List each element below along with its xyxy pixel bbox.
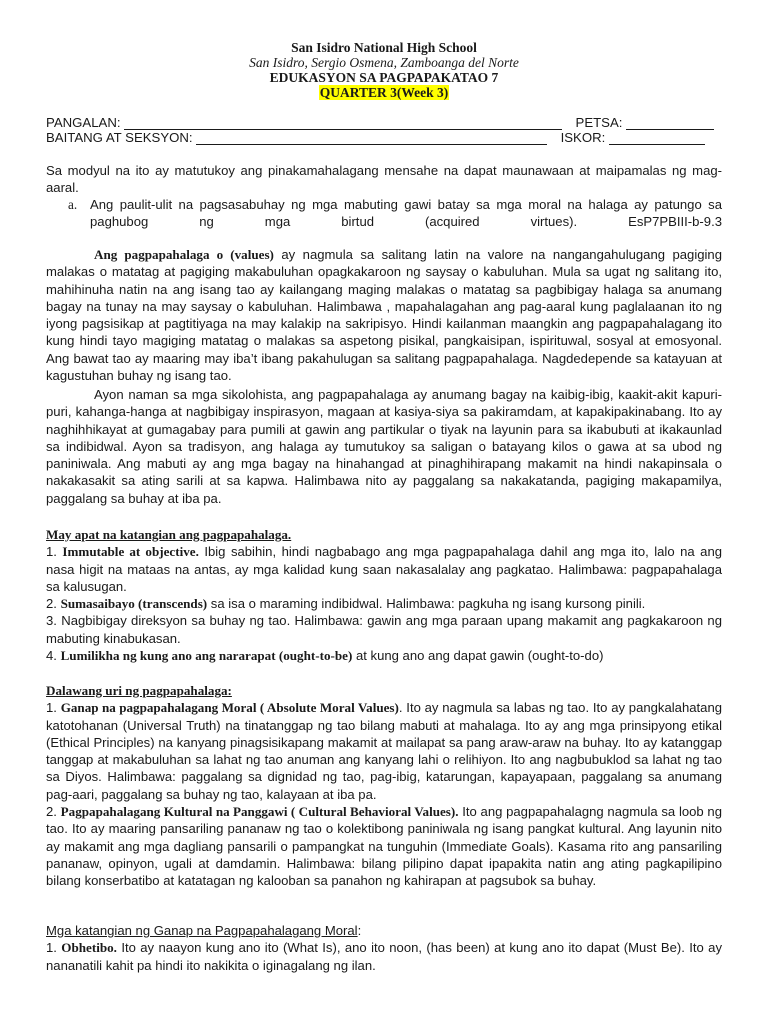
section-absolute-moral-characteristics — [46, 922, 722, 974]
list-item: 2. Sumasaibayo (transcends) sa isa o maraming indibidwal. Halimbawa: pagkuha ng isang kursong pinili. — [46, 596, 646, 612]
section-blank[interactable] — [196, 132, 547, 145]
name-label: PANGALAN: — [46, 115, 121, 130]
intro-item-line1: Ang paulit-ulit na pagsasabuhay ng mga mabuting gawi batay sa mga moral na halaga ay patungo sa — [90, 197, 722, 212]
list-item: 1. Ganap na pagpapahalagang Moral ( Absolute Moral Values). Ito ay nagmula sa labas ng tao. Ito ay pangkalahatang katotohanan (Universal Truth) na tinatanggap ng tao bilang mabuti at mahalaga. Ito ay ang mga prinsipyong etikal (Ethical Principles) na kanyang pinagsisikapang makamit at mailapat sa pang araw-araw na buhay. Ito ay katanggap tanggap at makabuluhan sa lahat ng tao anuman ang kanyang lahi o relihiyon. Ito ang nagbubuklod sa lahat ng tao sa Diyos. Halimbawa: paggalang sa dignidad ng tao, pag-ibig, katarungan, kapayapaan, paggalang sa anumang pag-aari, paggalang sa buhay ng tao, kalayaan at iba pa. — [46, 700, 723, 802]
score-label: ISKOR: — [560, 130, 606, 145]
list-item: 1. Immutable at objective. Ibig sabihin, hindi nagbabago ang mga pagpapahalaga dahil ang mga ito, lalo na ang nasa higit na mataas na antas, ay mga kalidad kung saan nakasalalay ang pagkatao. Halimbawa: pagpapahalaga sa kalusugan. — [46, 544, 723, 594]
section3-heading: Mga katangian ng Ganap na Pagpapahalagang Moral: — [46, 923, 362, 938]
values-term: Ang pagpapahalaga o (values) — [94, 247, 274, 262]
list-item: 4. Lumilikha ng kung ano ang nararapat (ought-to-be) at kung ano ang dapat gawin (ought-to-do) — [46, 648, 604, 664]
list-item: 3. Nagbibigay direksyon sa buhay ng tao. Halimbawa: gawin ang mga paraan upang makamit ang pagkakaroon ng mabuting kinabukasan. — [46, 613, 722, 646]
intro-paragraph: Sa modyul na ito ay matutukoy ang pinakamahalagang mensahe na dapat maunawaan at maipamalas ng mag-aaral. — [46, 163, 722, 196]
date-blank[interactable] — [626, 117, 714, 130]
list-marker: a. — [68, 197, 78, 212]
values-definition-paragraph: Ang pagpapahalaga o (values) ay nagmula sa salitang latin na valore na nangangahulugang pagiging malakas o matatag at pagiging makabuluhan opagkakaroon ng saysay o kabuluhan. Mula sa ugat ng salitang ito, mahihinuha natin na ang isang tao ay kailangang maging malakas o matatag sa pagbibigay halaga sa anumang bagay na tunay na may saysay o kabuluhan. Halimbawa , mapahalagahan ang pag-aaral kung paglalaanan ito ng iyong pagsisikap at pagtitiyaga na may kalakip na sakripisyo. Hindi kailanman maangkin ang pagpapahalagang ito kung hindi tayo magiging matatag o malakas sa aspetong pisikal, pangkaisipan, ispirituwal, sosyal at emosyonal. Ang bawat tao ay maaring may iba’t ibang pakahulugan sa salitang pagpapahalaga. Nagdedepende sa katayuan at kagustuhan buhay ng isang tao. — [46, 247, 722, 384]
date-label: PETSA: — [575, 115, 623, 130]
school-name: San Isidro National High School — [291, 40, 477, 55]
school-address: San Isidro, Sergio Osmena, Zamboanga del Norte — [249, 55, 519, 70]
section1-heading: May apat na katangian ang pagpapahalaga. — [46, 527, 292, 542]
section-label: BAITANG AT SEKSYON: — [46, 130, 193, 145]
quarter-label: QUARTER 3(Week 3) — [319, 85, 449, 100]
subject-title: EDUKASYON SA PAGPAPAKATAO 7 — [269, 70, 499, 85]
name-date-line — [46, 115, 726, 130]
list-item: 1. Obhetibo. Ito ay naayon kung ano ito (What Is), ano ito noon, (has been) at kung ano ito dapat (Must Be). Ito ay nananatili kahit pa hindi ito nakikita o iginagalang ng ilan. — [46, 940, 722, 973]
section-four-characteristics — [46, 526, 722, 664]
score-blank[interactable] — [609, 132, 705, 145]
intro-item-line2: paghubog ng mga birtud (acquired virtues). EsP7PBIII-b-9.3 — [90, 214, 722, 230]
psychologists-paragraph: Ayon naman sa mga sikolohista, ang pagpapahalaga ay anumang bagay na kaibig-ibig, kaakit-akit kapuri-puri, kahanga-hanga at nagbibigay inspirasyon, magaan at kasiya-siya sa pakiramdam, at kapakipakinabang. Ito ay naghihhikayat at gumagabay para pumili at gawin ang partikular o tiyak na layunin para sa ikabubuti at ikakaunlad sa indibidwal. Ayon sa tradisyon, ang halaga ay tumutukoy sa saligan o batayang kilos o gawa at sa ubod ng paniniwala. Ang mabuti ay ang mga bagay na hinahangad at pinaghihirapang makamit na hindi nakapinsala o nakakasakit sa ating sarili at sa kapwa. Halimbawa nito ay paggalang sa nakakatanda, pagiging makapamilya, paggalang sa buhay at iba pa. — [46, 387, 722, 506]
name-blank[interactable] — [124, 117, 562, 130]
section2-heading: Dalawang uri ng pagpapahalaga: — [46, 683, 232, 698]
section-score-line — [46, 130, 726, 145]
list-item: 2. Pagpapahalagang Kultural na Panggawi ( Cultural Behavioral Values). Ito ang pagpapahalagng nagmula sa loob ng tao. Ito ay maaring pansariling pananaw ng tao o kolektibong paniniwala ng isang pangkat kultural. Ang layunin nito ay makamit ang mga dagliang pansarili o pampangkat na tunguhin (Immediate Goals). Kasama rito ang pansariling pananaw, opinyon, ugali at damdamin. Halimbawa: bilang pilipino dapat ipapakita natin ang ating pagkapilipino bilang konserbatibo at katatagan ng kalooban sa panahon ng kahirapan at pagsubok sa buhay. — [46, 804, 722, 889]
section-two-types — [46, 682, 722, 890]
intro-list-item — [68, 196, 722, 231]
